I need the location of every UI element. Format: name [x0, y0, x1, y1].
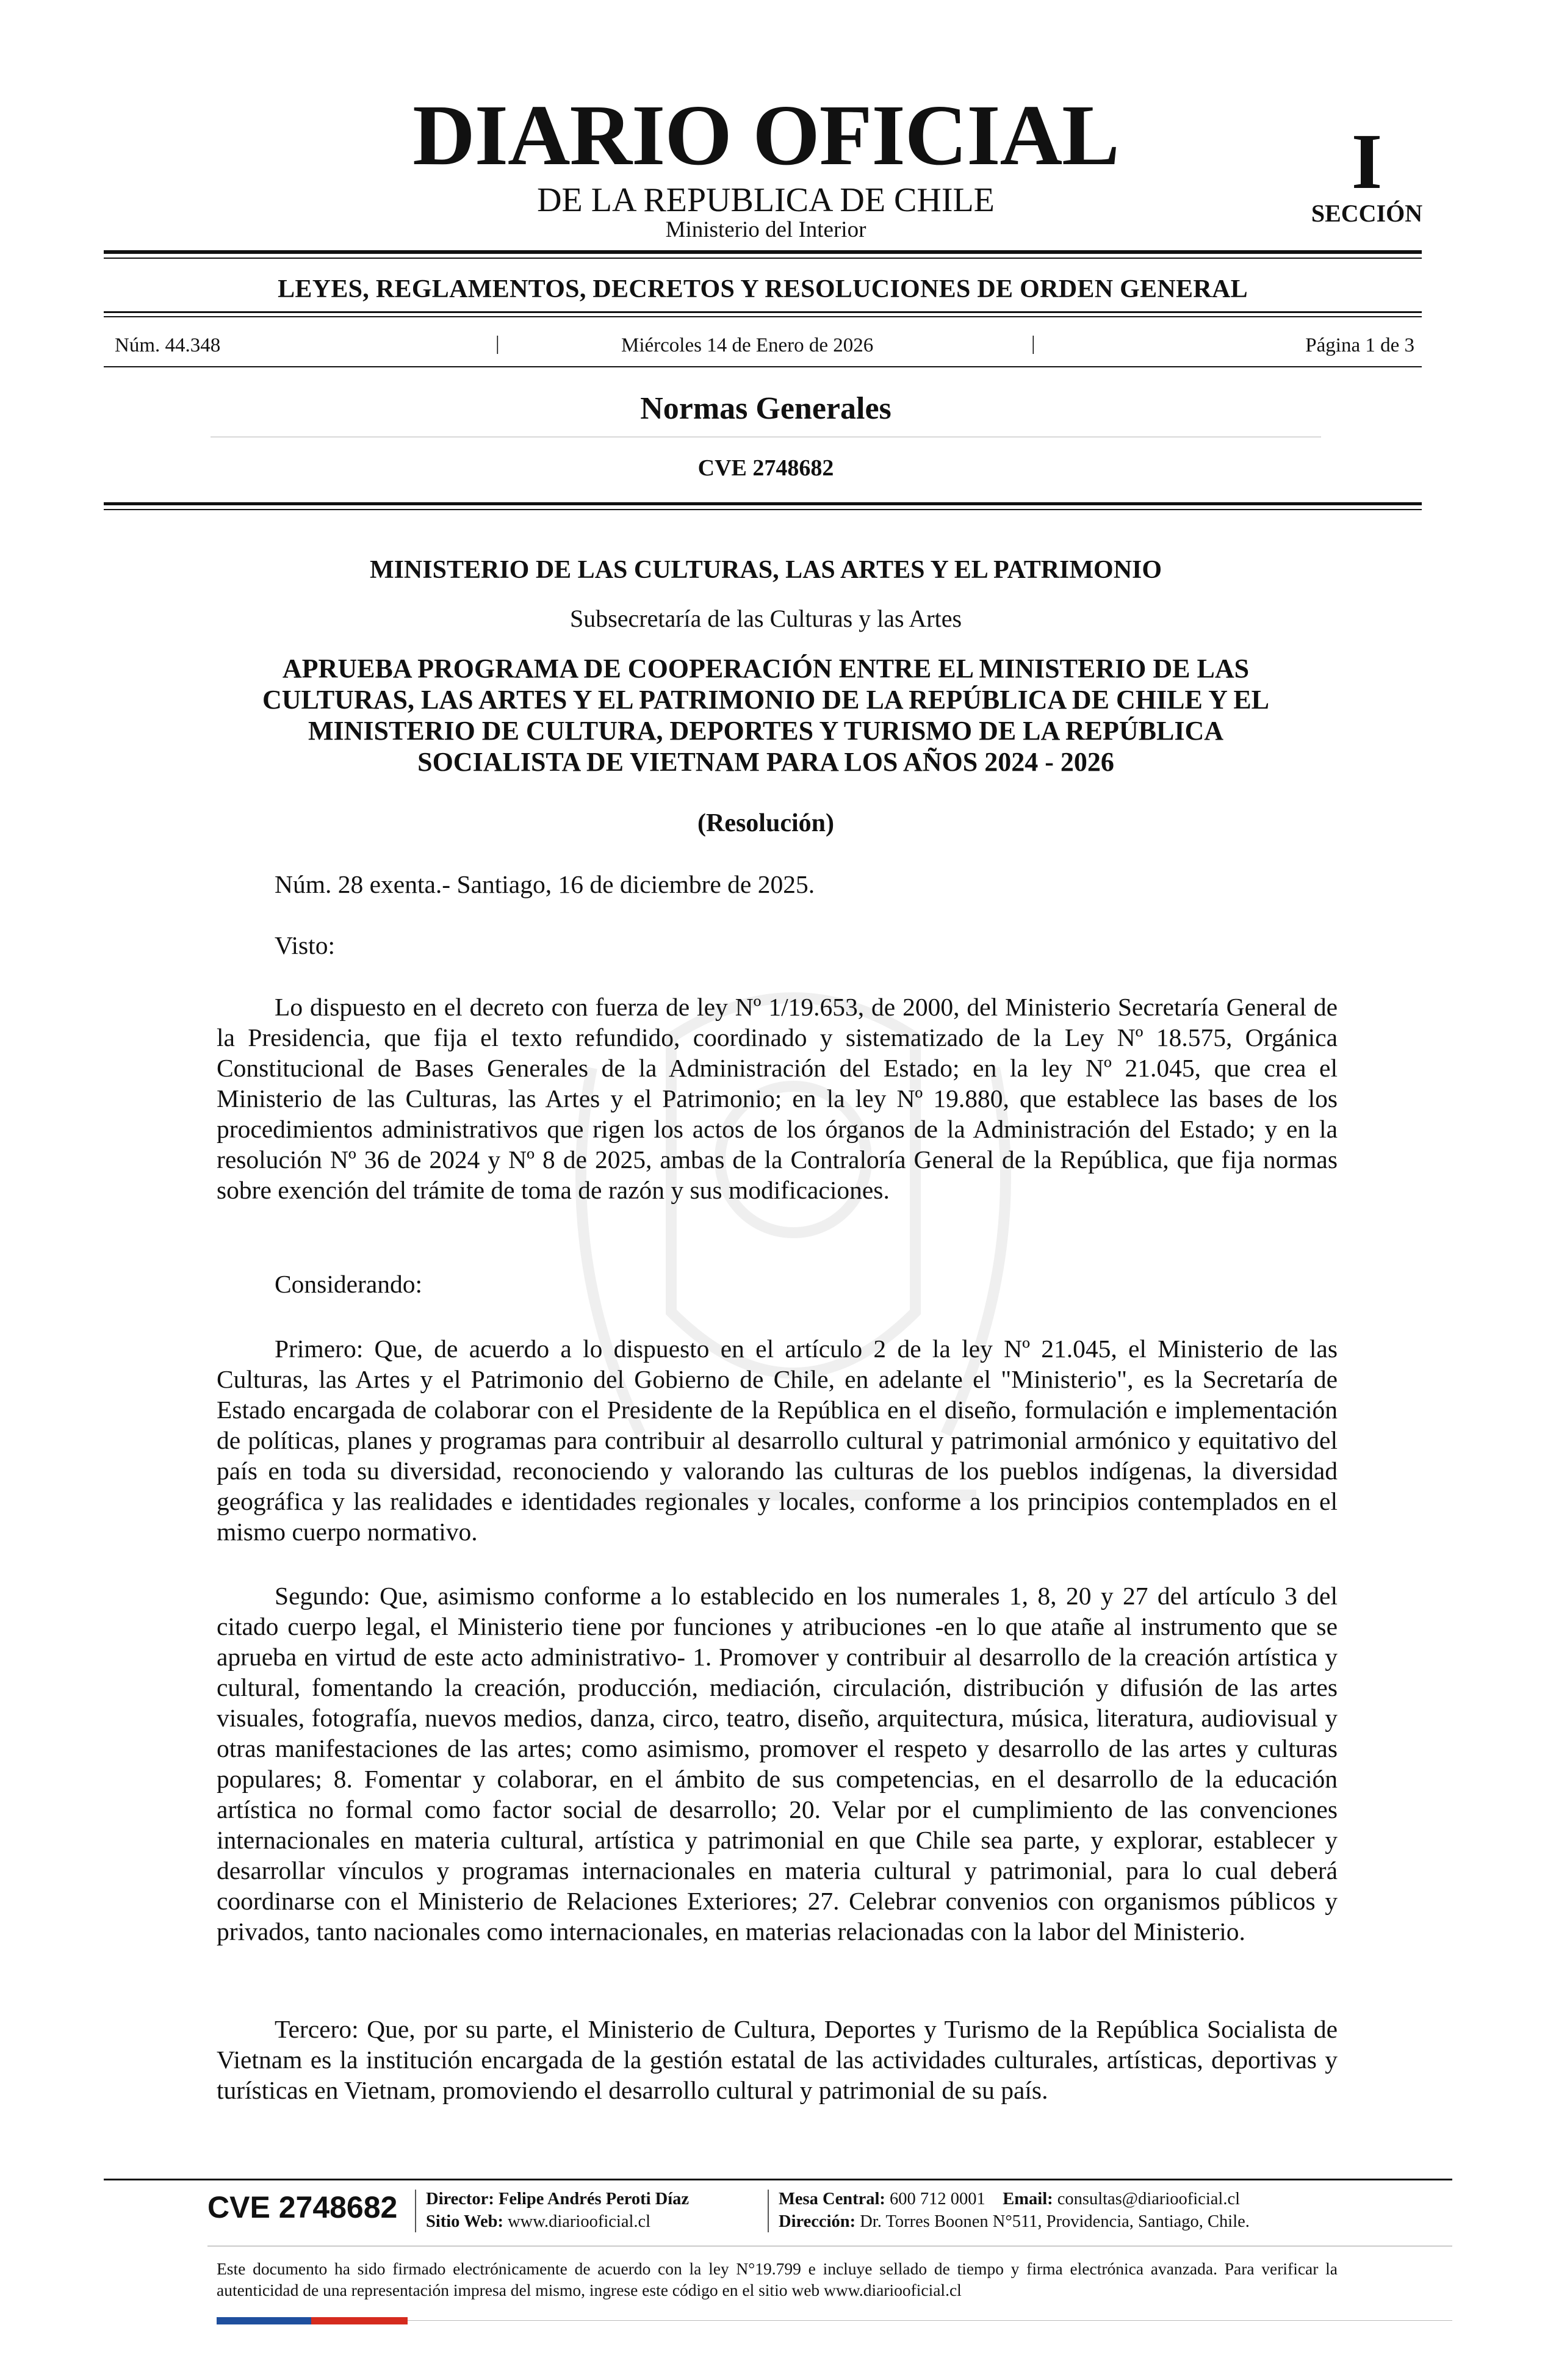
email-label: Email: [1003, 2190, 1053, 2209]
resolution-type: (Resolución) [697, 809, 834, 837]
footer-rule-top [104, 2179, 1452, 2180]
resolution-title-line: MINISTERIO DE CULTURA, DEPORTES Y TURISMO DE LA REPÚBLICA [308, 716, 1224, 746]
primero-paragraph: Primero: Que, de acuerdo a lo dispuesto en el artículo 2 de la ley Nº 21.045, el Ministerio de las Culturas, las Artes y el Patrimonio del Gobierno de Chile, en adelante el "Ministerio", es la Secretaría de Estado encargada de colaborar con el Presidente de la República en el diseño, formulación e implementación de políticas, planes y programas para contribuir al desarrollo cultural y patrimonial armónico y equitativo del país en toda su diversidad, reconociendo y valorando las culturas de los pueblos indígenas, la diversidad geográfica y las realidades e identidades regionales y locales, conforme a los principios contemplados en el mismo cuerpo normativo. [217, 1335, 1338, 1546]
tercero-paragraph: Tercero: Que, por su parte, el Ministerio de Cultura, Deportes y Turismo de la República Socialista de Vietnam es la institución encargada de la gestión estatal de las actividades culturales, artísticas, deportivas y turísticas en Vietnam, promoviendo el desarrollo cultural y patrimonial de su país. [217, 2015, 1338, 2104]
subsecretaria: Subsecretaría de las Culturas y las Artes [569, 605, 962, 632]
footer-cve: CVE 2748682 [207, 2190, 398, 2224]
section-heading-rule [211, 436, 1321, 438]
laws-banner: LEYES, REGLAMENTOS, DECRETOS Y RESOLUCIONES DE ORDEN GENERAL [278, 275, 1248, 303]
segundo-paragraph: Segundo: Que, asimismo conforme a lo establecido en los numerales 1, 8, 20 y 27 del artículo 3 del citado cuerpo legal, el Ministerio tiene por funciones y atribuciones -en lo que atañe al instrumento que se aprueba en virtud de este acto administrativo- 1. Promover y contribuir al desarrollo de la creación artística y cultural, fomentando la creación, producción, mediación, circulación, distribución y difusión de las artes visuales, fotografía, nuevos medios, danza, circo, teatro, diseño, arquitectura, música, literatura, audiovisual y otras manifestaciones de las artes; como asimismo, promover el respeto y desarrollo de las artes y culturas populares; 8. Fomentar y colaborar, en el ámbito de sus competencias, en el desarrollo de la educación artística no formal como factor social de desarrollo; 20. Velar por el cumplimiento de las convenciones internacionales en materia cultural, artística y patrimonial en que Chile sea parte, y explorar, establecer y desarrollar vínculos y programas internacionales en materia cultural y patrimonial, para lo cual deberá coordinarse con el Ministerio de Relaciones Exteriores; 27. Celebrar convenios con organismos públicos y privados, tanto nacionales como internacionales, en materias relacionadas con la labor del Ministerio. [217, 1582, 1338, 1945]
visto-paragraph: Lo dispuesto en el decreto con fuerza de ley Nº 1/19.653, de 2000, del Ministerio Secretaría General de la Presidencia, que fija el texto refundido, coordinado y sistematizado de la Ley Nº 18.575, Orgánica Constitucional de Bases Generales de la Administración del Estado; en la ley Nº 21.045, que crea el Ministerio de las Culturas, las Artes y el Patrimonio; en la ley Nº 19.880, que establece las bases de los procedimientos administrativos que rigen los actos de los órganos de la Administración del Estado; y en la resolución Nº 36 de 2024 y Nº 8 de 2025, ambas de la Contraloría General de la República, que fija normas sobre exención del trámite de toma de razón y sus modificaciones. [217, 993, 1338, 1204]
signature-notice: Este documento ha sido firmado electrónicamente de acuerdo con la ley N°19.799 e incluye sellado de tiempo y firma electrónica avanzada. Para verificar la autenticidad de una representación impresa del mismo, ingrese este código en el sitio web www.diariooficial.cl [217, 2259, 1338, 2299]
meta-separator: | [1031, 333, 1036, 355]
meta-separator: | [495, 333, 500, 355]
address-text: Dr. Torres Boonen N°511, Providencia, Santiago, Chile. [860, 2212, 1250, 2231]
issue-number: Núm. 44.348 [115, 334, 221, 356]
section-heading: Normas Generales [640, 391, 891, 426]
footer-divider [768, 2190, 769, 2232]
newspaper-ministry: Ministerio del Interior [665, 217, 866, 242]
cve-code: CVE 2748682 [697, 455, 834, 481]
resolution-title-line: SOCIALISTA DE VIETNAM PARA LOS AÑOS 2024 - 2026 [417, 747, 1114, 777]
visto-label: Visto: [275, 931, 335, 959]
header-rule-2 [104, 316, 1422, 317]
resolution-title [183, 653, 1349, 777]
footer-director-block [426, 2188, 689, 2233]
section-rule-thick [104, 502, 1422, 505]
newspaper-subtitle: DE LA REPUBLICA DE CHILE [537, 181, 995, 219]
website-label: Sitio Web: [426, 2212, 503, 2231]
address-label: Dirección: [779, 2212, 856, 2231]
ministry-heading: MINISTERIO DE LAS CULTURAS, LAS ARTES Y EL PATRIMONIO [369, 556, 1162, 584]
resolution-number: Núm. 28 exenta.- Santiago, 16 de diciembre de 2025. [275, 870, 815, 898]
resolution-title-line: CULTURAS, LAS ARTES Y EL PATRIMONIO DE LA REPÚBLICA DE CHILE Y EL [262, 685, 1270, 715]
flag-stripe-red [311, 2317, 408, 2324]
resolution-title-line: APRUEBA PROGRAMA DE COOPERACIÓN ENTRE EL MINISTERIO DE LAS [282, 654, 1250, 683]
footer-contact-block [779, 2188, 1250, 2233]
issue-date: Miércoles 14 de Enero de 2026 [621, 334, 874, 356]
masthead-rule-thick [104, 250, 1422, 254]
footer-rule-bottom [408, 2320, 1452, 2321]
director-label: Director: [426, 2190, 494, 2209]
header-rule-1 [104, 311, 1422, 313]
director-name: Felipe Andrés Peroti Díaz [498, 2190, 690, 2209]
masthead-rule-thin [104, 258, 1422, 259]
page-counter: Página 1 de 3 [1305, 334, 1414, 356]
considerando-label: Considerando: [275, 1270, 423, 1298]
phone-label: Mesa Central: [779, 2190, 885, 2209]
phone-number: 600 712 0001 [890, 2190, 985, 2209]
newspaper-title: DIARIO OFICIAL [412, 87, 1119, 183]
section-rule-thin [104, 509, 1422, 510]
email-link[interactable]: consultas@diariooficial.cl [1057, 2190, 1241, 2209]
website-link[interactable]: www.diariooficial.cl [508, 2212, 651, 2231]
section-label: SECCIÓN [1311, 200, 1423, 227]
footer-divider [415, 2190, 416, 2232]
header-rule-3 [104, 366, 1422, 367]
section-number: I [1351, 118, 1383, 206]
flag-stripe-blue [217, 2317, 311, 2324]
